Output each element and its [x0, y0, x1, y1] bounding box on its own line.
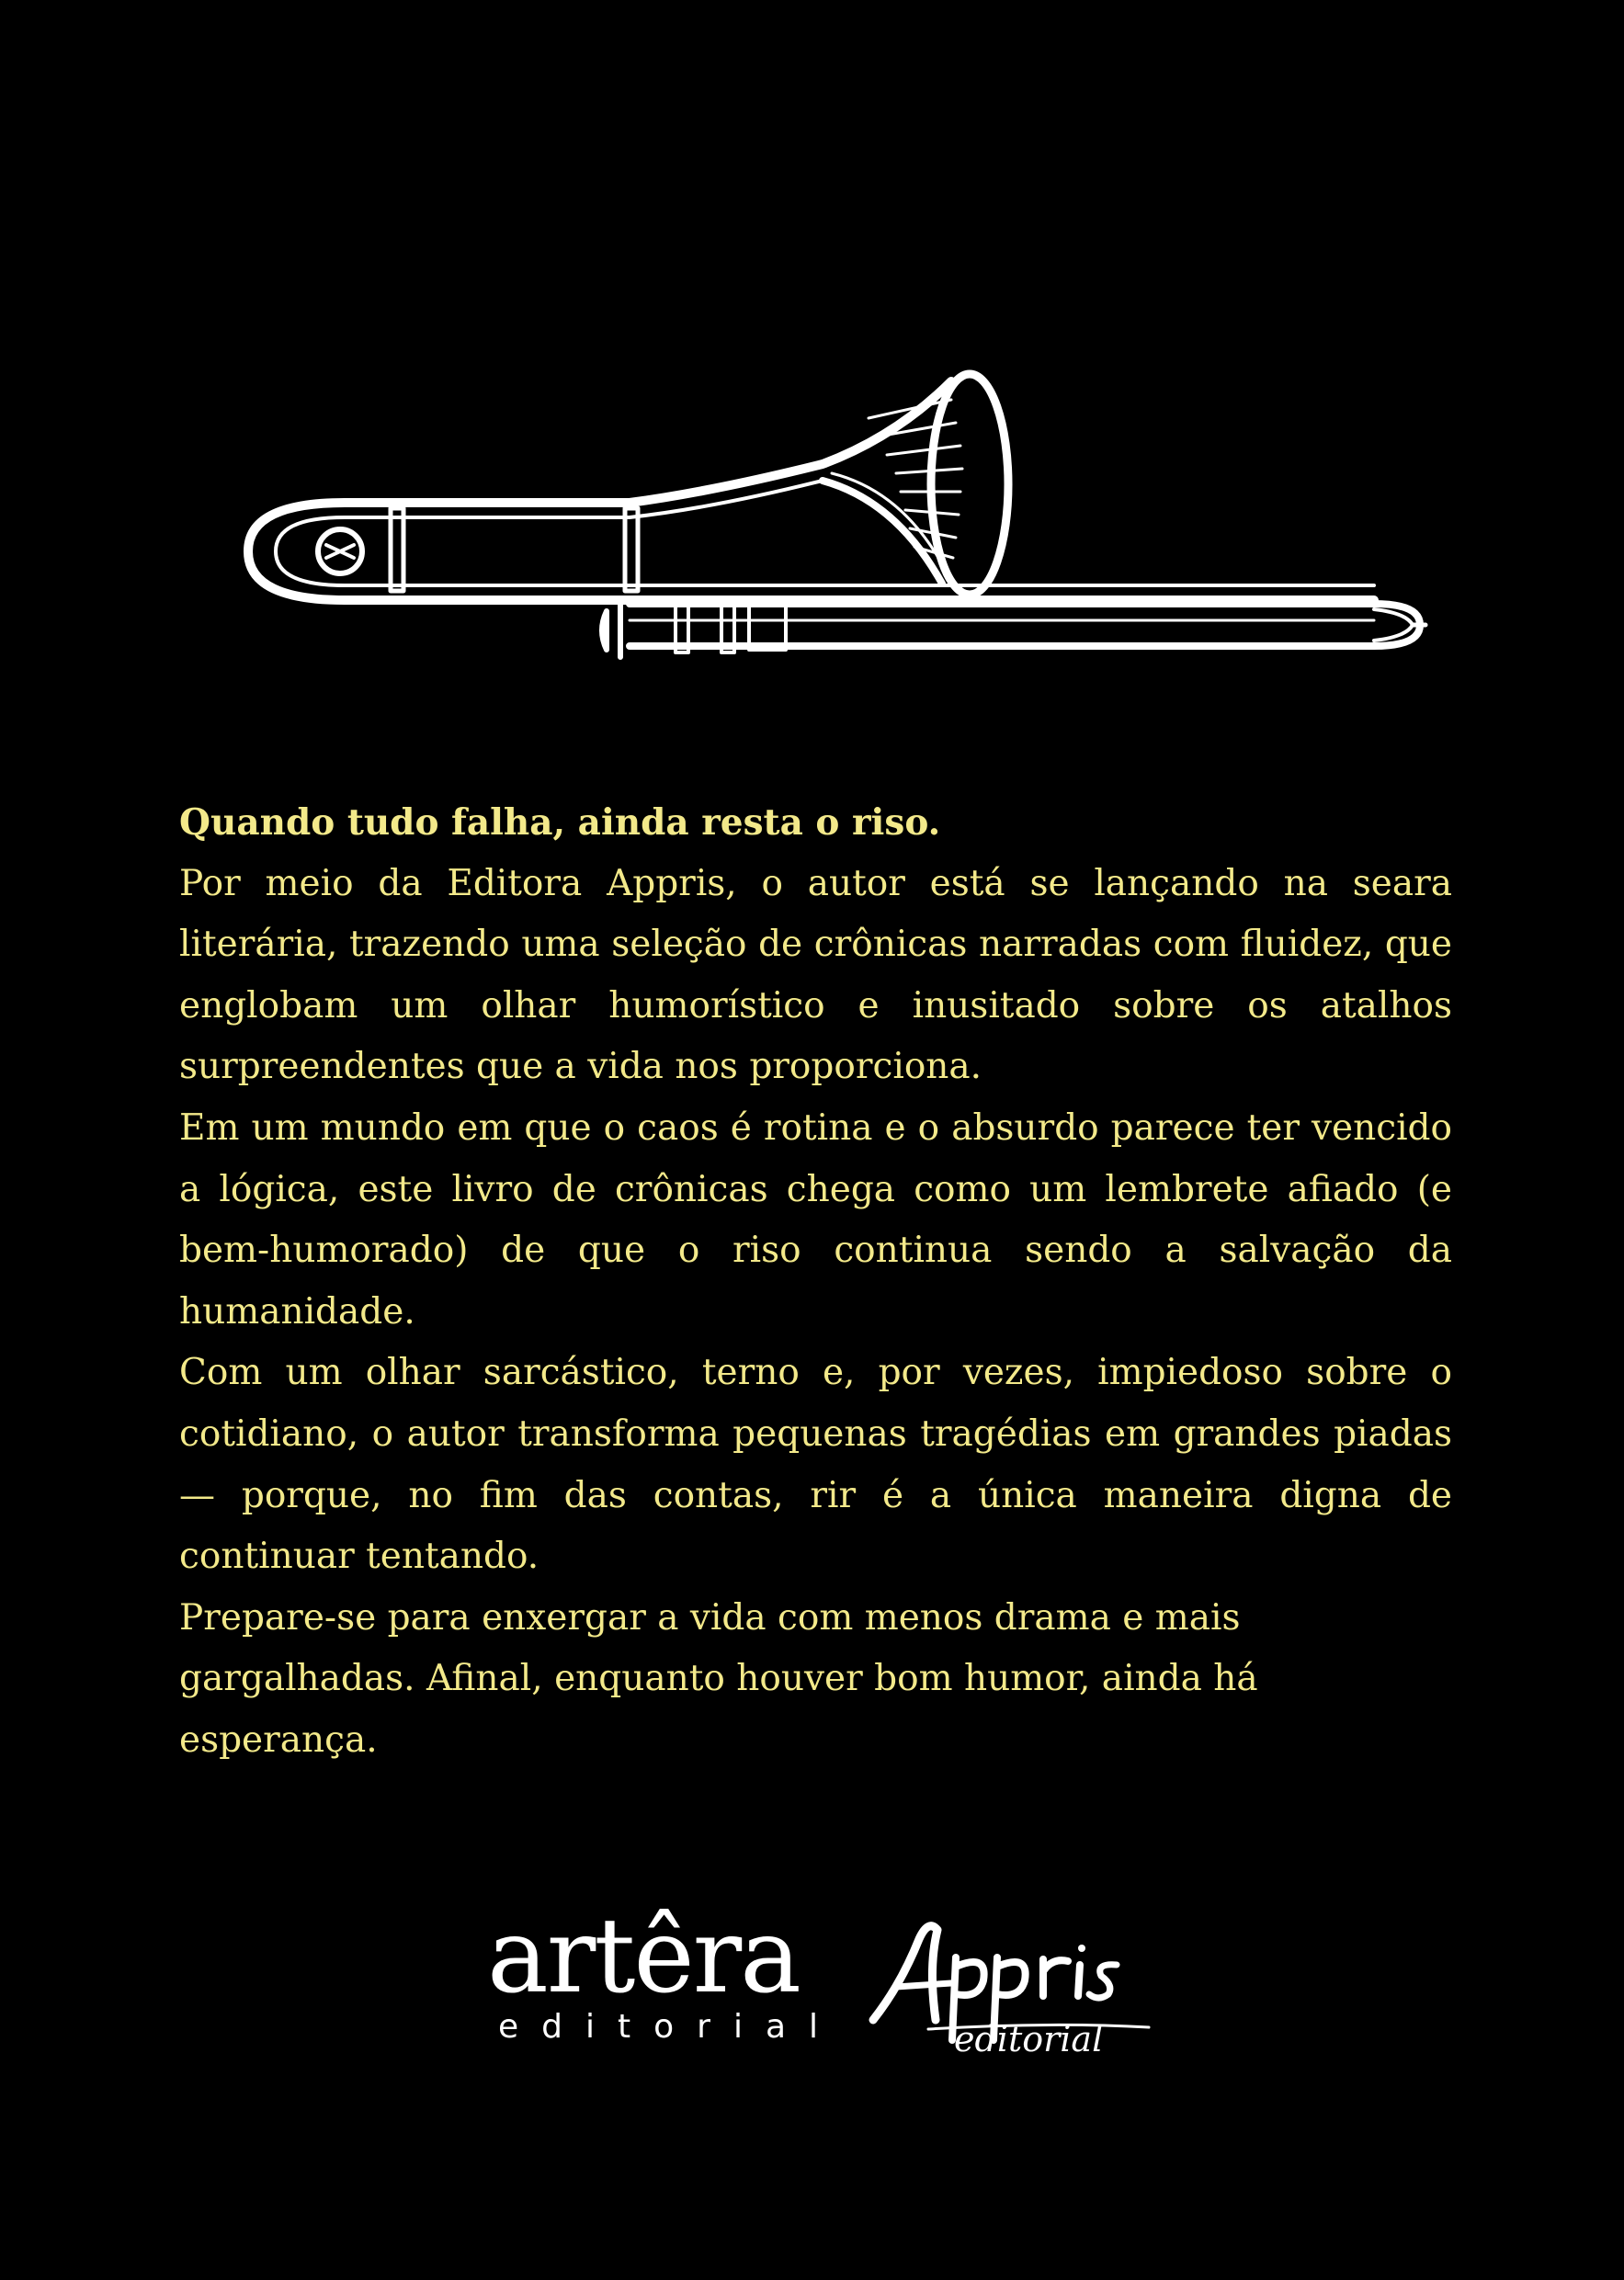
appris-logo-subtitle: editorial [954, 2019, 1104, 2059]
appris-editorial-logo [864, 1902, 1176, 2068]
blurb-paragraph-4: Prepare-se para enxergar a vida com menos drama e mais gargalhadas. Afinal, enquanto houver bom humor, ainda há esperança. [179, 1596, 1258, 1761]
blurb-text [179, 792, 1452, 1772]
publisher-logos [0, 1897, 1624, 2068]
artera-editorial-logo [478, 1897, 842, 2068]
blurb-paragraph-1: Por meio da Editora Appris, o autor está se lançando na seara literária, trazendo uma seleção de crônicas narradas com fluidez, que englobam um olhar humorístico e inusitado sobre os atalhos surpreendentes que a vida nos proporciona. [179, 862, 1452, 1088]
artera-logo-word: artêra [487, 1897, 800, 2016]
trombone-icon [234, 363, 1429, 685]
blurb-headline: Quando tudo falha, ainda resta o riso. [179, 801, 941, 844]
artera-logo-subtitle: editorial [498, 2008, 842, 2046]
blurb-paragraph-2: Em um mundo em que o caos é rotina e o absurdo parece ter vencido a lógica, este livro de crônicas chega como um lembrete afiado (e bem-humorado) de que o riso continua sendo a salvação da humanidade. [179, 1106, 1452, 1333]
blurb-paragraph-3: Com um olhar sarcástico, terno e, por vezes, impiedoso sobre o cotidiano, o autor transforma pequenas tragédias em grandes piadas — porque, no fim das contas, rir é a única maneira digna de continuar tentando. [179, 1352, 1452, 1578]
